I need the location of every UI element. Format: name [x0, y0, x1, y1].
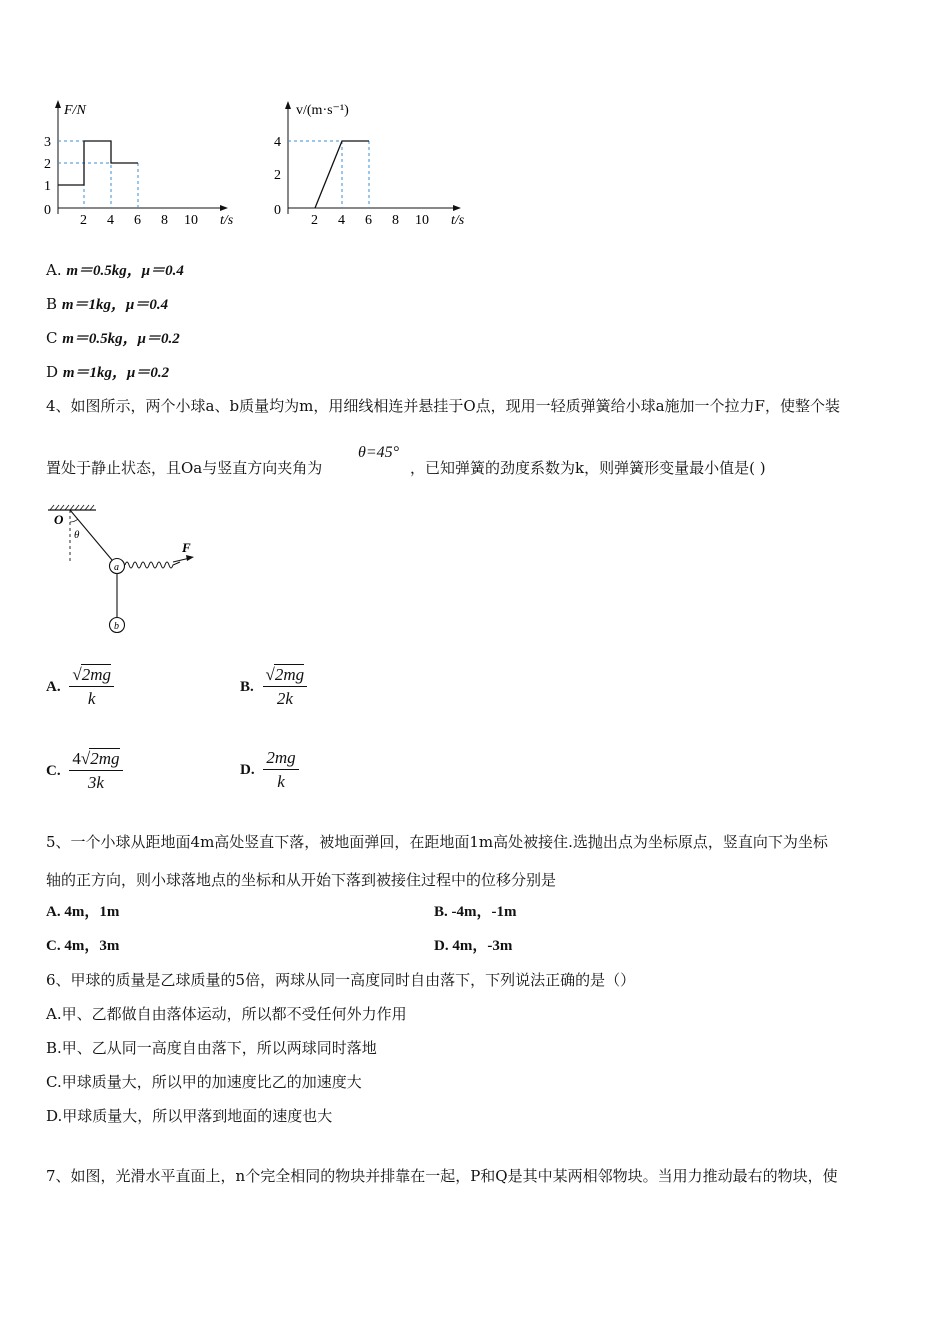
ceiling-hatch [50, 505, 94, 510]
label-b: b [114, 621, 119, 632]
q3-option-c[interactable] [46, 328, 180, 349]
q4-stem-line2b: ，已知弹簧的劲度系数为k，则弹簧形变量最小值是( ) [410, 459, 766, 477]
q4-option-a-numerator: √2mg [69, 664, 114, 687]
v-y-tick-2: 2 [274, 168, 281, 183]
q4-option-c[interactable] [46, 748, 123, 793]
q4-option-b[interactable] [240, 664, 307, 709]
f-y-tick-2: 2 [44, 157, 51, 172]
f-x-tick-2: 2 [80, 213, 87, 228]
q3-option-d-label: D [46, 363, 59, 381]
v-x-tick-8: 8 [392, 213, 399, 228]
theta-arc [70, 519, 78, 522]
q4-stem-line2a: 置处于静止状态，且Oa与竖直方向夹角为 [46, 459, 323, 477]
f-x-tick-6: 6 [134, 213, 141, 228]
v-x-tick-6: 6 [365, 213, 372, 228]
q4-option-d[interactable] [240, 748, 299, 792]
q3-option-b-label: B [46, 295, 58, 313]
v-y-label: v/(m·s⁻¹) [296, 103, 349, 118]
f-x-tick-8: 8 [161, 213, 168, 228]
q4-figure [40, 500, 210, 640]
q5-option-b[interactable]: B. -4m，-1m [434, 904, 517, 920]
v-y-arrow [285, 101, 291, 109]
q4-option-d-fraction [263, 748, 298, 792]
v-x-label: t/s [451, 213, 465, 228]
f-y-arrow [55, 100, 61, 108]
q4-option-c-numerator: 4√2mg [69, 748, 122, 771]
f-x-label: t/s [220, 213, 234, 228]
q5-option-d[interactable]: D. 4m，-3m [434, 938, 513, 954]
f-y-tick-0: 0 [44, 203, 51, 218]
q4-option-c-coef: 4 [72, 749, 81, 768]
q5-stem-line1: 5、一个小球从距地面4m高处竖直下落，被地面弹回，在距地面1m高处被接住.选抛出点为坐标原点，竖直向下为坐标 [46, 833, 828, 851]
f-y-label: F/N [64, 103, 86, 118]
q3-option-c-label: C [46, 329, 58, 347]
q4-option-a-denominator: k [87, 689, 96, 708]
f-x-tick-10: 10 [184, 213, 198, 228]
q6-option-c[interactable]: C.甲球质量大，所以甲的加速度比乙的加速度大 [46, 1073, 362, 1091]
label-theta: θ [74, 529, 80, 541]
q4-option-b-fraction [263, 664, 308, 709]
q3-option-a[interactable] [46, 260, 184, 281]
q3-option-a-text: m＝0.5kg，μ＝0.4 [66, 263, 184, 279]
q4-option-b-numerator: √2mg [263, 664, 308, 687]
q4-option-a-label: A. [46, 678, 61, 695]
v-x-tick-10: 10 [415, 213, 429, 228]
q6-option-d[interactable]: D.甲球质量大，所以甲落到地面的速度也大 [46, 1107, 333, 1125]
velocity-time-graph [270, 96, 480, 230]
f-x-tick-4: 4 [107, 213, 114, 228]
q5-stem-line2: 轴的正方向，则小球落地点的坐标和从开始下落到被接住过程中的位移分别是 [46, 871, 557, 889]
q3-option-c-text: m＝0.5kg，μ＝0.2 [62, 331, 180, 347]
q3-option-d-text: m＝1kg，μ＝0.2 [62, 365, 170, 381]
q4-option-b-radicand: 2mg [274, 665, 305, 684]
q3-option-d[interactable] [46, 362, 169, 383]
label-a: a [114, 562, 119, 573]
label-f: F [182, 540, 191, 555]
q4-option-a[interactable] [46, 664, 114, 709]
q7-stem-line1: 7、如图，光滑水平直面上，n个完全相同的物块并排靠在一起，P和Q是其中某两相邻物块。当用力推动最右的物块，使 [46, 1167, 838, 1185]
spring [125, 562, 180, 568]
q3-option-a-label: A. [46, 261, 62, 279]
v-y-tick-0: 0 [274, 203, 281, 218]
q4-option-b-label: B. [240, 678, 254, 695]
q3-option-b-text: m＝1kg，μ＝0.4 [61, 297, 169, 313]
q6-option-a[interactable]: A.甲、乙都做自由落体运动，所以都不受任何外力作用 [46, 1005, 407, 1023]
v-x-arrow [453, 205, 461, 211]
force-time-graph [38, 96, 248, 230]
label-o: O [54, 512, 64, 527]
q4-option-d-numerator: 2mg [263, 748, 298, 770]
q4-option-b-denominator: 2k [276, 689, 293, 708]
q4-option-c-radicand: 2mg [90, 749, 120, 768]
q5-option-c[interactable]: C. 4m，3m [46, 938, 120, 954]
q4-option-c-label: C. [46, 762, 61, 779]
q4-option-a-radicand: 2mg [81, 665, 111, 684]
q4-theta-value: θ=45° [358, 444, 400, 461]
f-y-tick-3: 3 [44, 135, 51, 150]
v-y-tick-4: 4 [274, 135, 281, 150]
q6-stem: 6、甲球的质量是乙球质量的5倍，两球从同一高度同时自由落下，下列说法正确的是（） [46, 971, 636, 989]
q4-option-d-label: D. [240, 762, 255, 778]
q5-option-a[interactable]: A. 4m，1m [46, 904, 120, 920]
f-x-arrow [220, 205, 228, 211]
q3-option-b[interactable] [46, 294, 168, 315]
q4-option-d-denominator: k [277, 772, 285, 791]
q4-option-c-denominator: 3k [87, 773, 104, 792]
v-x-tick-4: 4 [338, 213, 345, 228]
q4-stem-line1: 4、如图所示，两个小球a、b质量均为m，用细线相连并悬挂于O点，现用一轻质弹簧给小球a施加一个拉力F，使整个装 [46, 397, 840, 415]
f-y-tick-1: 1 [44, 179, 51, 194]
q6-option-b[interactable]: B.甲、乙从同一高度自由落下，所以两球同时落地 [46, 1039, 377, 1057]
force-arrow-head [186, 555, 194, 561]
q4-option-a-fraction [69, 664, 114, 709]
q4-option-c-fraction [69, 748, 122, 793]
v-x-tick-2: 2 [311, 213, 318, 228]
